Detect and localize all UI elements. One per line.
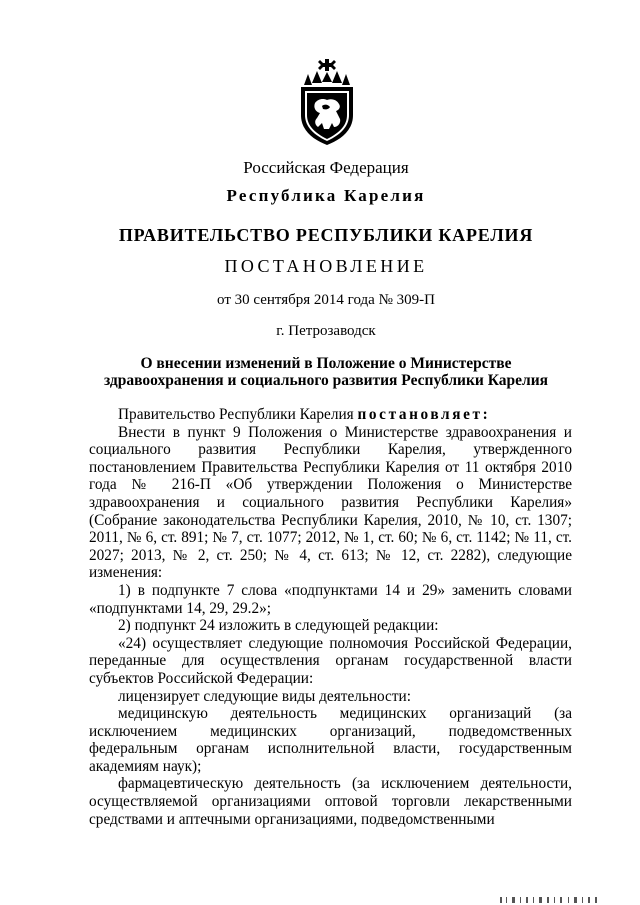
body-paragraph: 2) подпункт 24 изложить в следующей редакции:: [118, 617, 439, 635]
decree-prefix: Правительство Республики Карелия: [118, 406, 358, 423]
decree-paragraph: [89, 406, 572, 424]
document-body: [89, 406, 572, 828]
decree-word: постановляет:: [357, 406, 491, 423]
body-paragraph: Внести в пункт 9 Положения о Министерстве здравоохранения и социального развития Республики Карелия, утвержденного постановлением Правительства Республики Карелия от 11 октября 2010 года № 216-П «Об утверждении Положения о Министерстве здравоохранения и социального развития Республики Карелия» (Собрание законодательства Республики Карелия, 2010, № 10, ст. 1307; 2011, № 6, ст. 891; № 7, ст. 1077; 2012, № 1, ст. 60; № 6, ст. 1142; № 11, ст. 2027; 2013, № 2, ст. 250; № 4, ст. 613; № 12, ст. 2282), следующие изменения:: [89, 423, 572, 582]
document-title: [0, 355, 640, 389]
body-paragraph: «24) осуществляет следующие полномочия Российской Федерации, переданные для осуществления органам государственной власти субъектов Российской Федерации:: [89, 634, 572, 687]
federation-name: Российская Федерация: [243, 158, 409, 177]
document-date-number: от 30 сентября 2014 года № 309-П: [217, 292, 435, 308]
body-paragraph: фармацевтическую деятельность (за исключением деятельности, осуществляемой организациями оптовой торговли лекарственными средствами и аптечными организациями, подведомственными: [89, 775, 572, 828]
body-paragraph: 1) в подпункте 7 слова «подпунктами 14 и 29» заменить словами «подпунктами 14, 29, 29.2»;: [89, 581, 572, 617]
page-bottom-marks: [498, 894, 603, 905]
karelia-coat-of-arms-icon: [296, 57, 358, 147]
document-type: ПОСТАНОВЛЕНИЕ: [224, 256, 428, 276]
body-paragraph: медицинскую деятельность медицинских организаций (за исключением медицинских организаций, подведомственных федеральным органам исполнительной власти, государственным академиям наук);: [89, 705, 572, 775]
document-title-line: О внесении изменений в Положение о Министерстве: [140, 355, 512, 372]
government-name: ПРАВИТЕЛЬСТВО РЕСПУБЛИКИ КАРЕЛИЯ: [118, 225, 534, 245]
republic-name: Республика Карелия: [226, 186, 426, 205]
document-title-line: здравоохранения и социального развития Республики Карелия: [103, 372, 549, 389]
document-city: г. Петрозаводск: [276, 323, 376, 339]
body-paragraph: лицензирует следующие виды деятельности:: [118, 687, 411, 705]
